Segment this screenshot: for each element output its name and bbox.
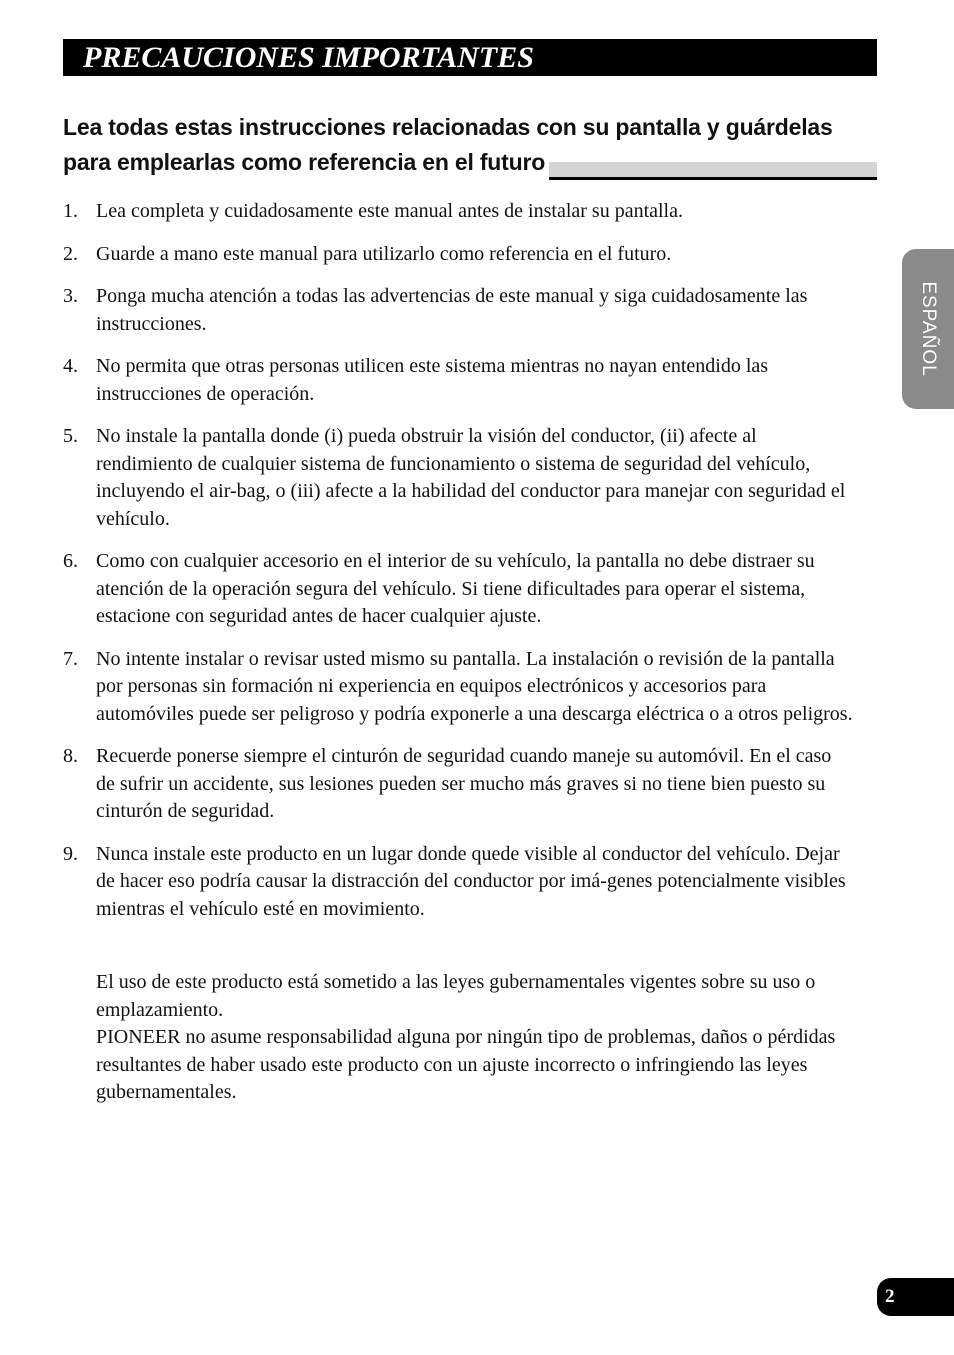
page-number-tab: [877, 1278, 954, 1316]
list-item-number: 7.: [63, 647, 78, 670]
list-item-text: Guarde a mano este manual para utilizarlo como referencia en el futuro.: [96, 242, 672, 265]
legal-note-liability: PIONEER no asume responsabilidad alguna por ningún tipo de problemas, daños o pérdidas resultantes de haber usado este producto con un ajuste incorrecto o infringiendo las leyes gubernamentales.: [96, 1026, 836, 1103]
page-title-bar: [63, 39, 877, 76]
subheading-line-2: para emplearlas como referencia en el futuro: [63, 145, 549, 180]
list-item: [63, 353, 853, 408]
list-item-text: Nunca instale este producto en un lugar donde quede visible al conductor del vehículo. Dejar de hacer eso podría causar la distracción del conductor por imá-genes potencialmente visibles mientras el vehículo esté en movimiento.: [96, 842, 846, 920]
list-item-text: No instale la pantalla donde (i) pueda obstruir la visión del conductor, (ii) afecte al rendimiento de cualquier sistema de funcionamiento o sistema de seguridad del vehículo, incluyendo el air-bag, o (iii) afecte a la habilidad del conductor para manejar con seguridad el vehículo.: [96, 425, 846, 530]
list-item-text: Recuerde ponerse siempre el cinturón de seguridad cuando maneje su automóvil. En el caso de sufrir un accidente, sus lesiones pueden ser mucho más graves si no tiene bien puesto su cinturón de seguridad.: [96, 745, 832, 822]
legal-notes: [96, 969, 856, 1107]
list-item: [63, 743, 853, 826]
list-item: [63, 646, 853, 729]
list-item-number: 6.: [63, 550, 78, 572]
list-item-text: No intente instalar o revisar usted mismo su pantalla. La instalación o revisión de la pantalla por personas sin formación ni experiencia en equipos electrónicos y accesorios para automóviles puede ser peligroso y podría exponerle a una descarga eléctrica o a otros peligros.: [96, 647, 853, 725]
list-item: [63, 548, 853, 631]
precautions-list: [63, 198, 853, 938]
section-subheading: [63, 110, 877, 180]
language-tab-label: ESPAÑOL: [918, 281, 939, 377]
list-item-number: 5.: [63, 425, 78, 447]
page-number: 2: [885, 1286, 895, 1307]
list-item-number: 4.: [63, 355, 78, 377]
page-title: PRECAUCIONES IMPORTANTES: [83, 41, 534, 74]
list-item-number: 1.: [63, 200, 78, 222]
list-item-number: 9.: [63, 842, 78, 865]
list-item-number: 2.: [63, 242, 78, 265]
list-item: [63, 841, 853, 924]
list-item-number: 3.: [63, 285, 78, 307]
list-item: [63, 283, 853, 338]
language-tab: [902, 249, 954, 409]
list-item: [63, 198, 853, 226]
list-item-text: Ponga mucha atención a todas las advertencias de este manual y siga cuidadosamente las instrucciones.: [96, 285, 808, 335]
legal-note-usage: El uso de este producto está sometido a las leyes gubernamentales vigentes sobre su uso o emplazamiento.: [96, 971, 816, 1021]
list-item-number: 8.: [63, 745, 78, 767]
list-item: [63, 423, 853, 533]
list-item-text: Como con cualquier accesorio en el interior de su vehículo, la pantalla no debe distraer su atención de la operación segura del vehículo. Si tiene dificultades para operar el sistema, estacione con seguridad antes de hacer cualquier ajuste.: [96, 550, 815, 627]
list-item-text: Lea completa y cuidadosamente este manual antes de instalar su pantalla.: [96, 200, 683, 222]
subheading-line-1: Lea todas estas instrucciones relacionadas con su pantalla y guárdelas: [63, 114, 833, 140]
list-item: [63, 241, 853, 269]
list-item-text: No permita que otras personas utilicen este sistema mientras no nayan entendido las instrucciones de operación.: [96, 355, 769, 405]
